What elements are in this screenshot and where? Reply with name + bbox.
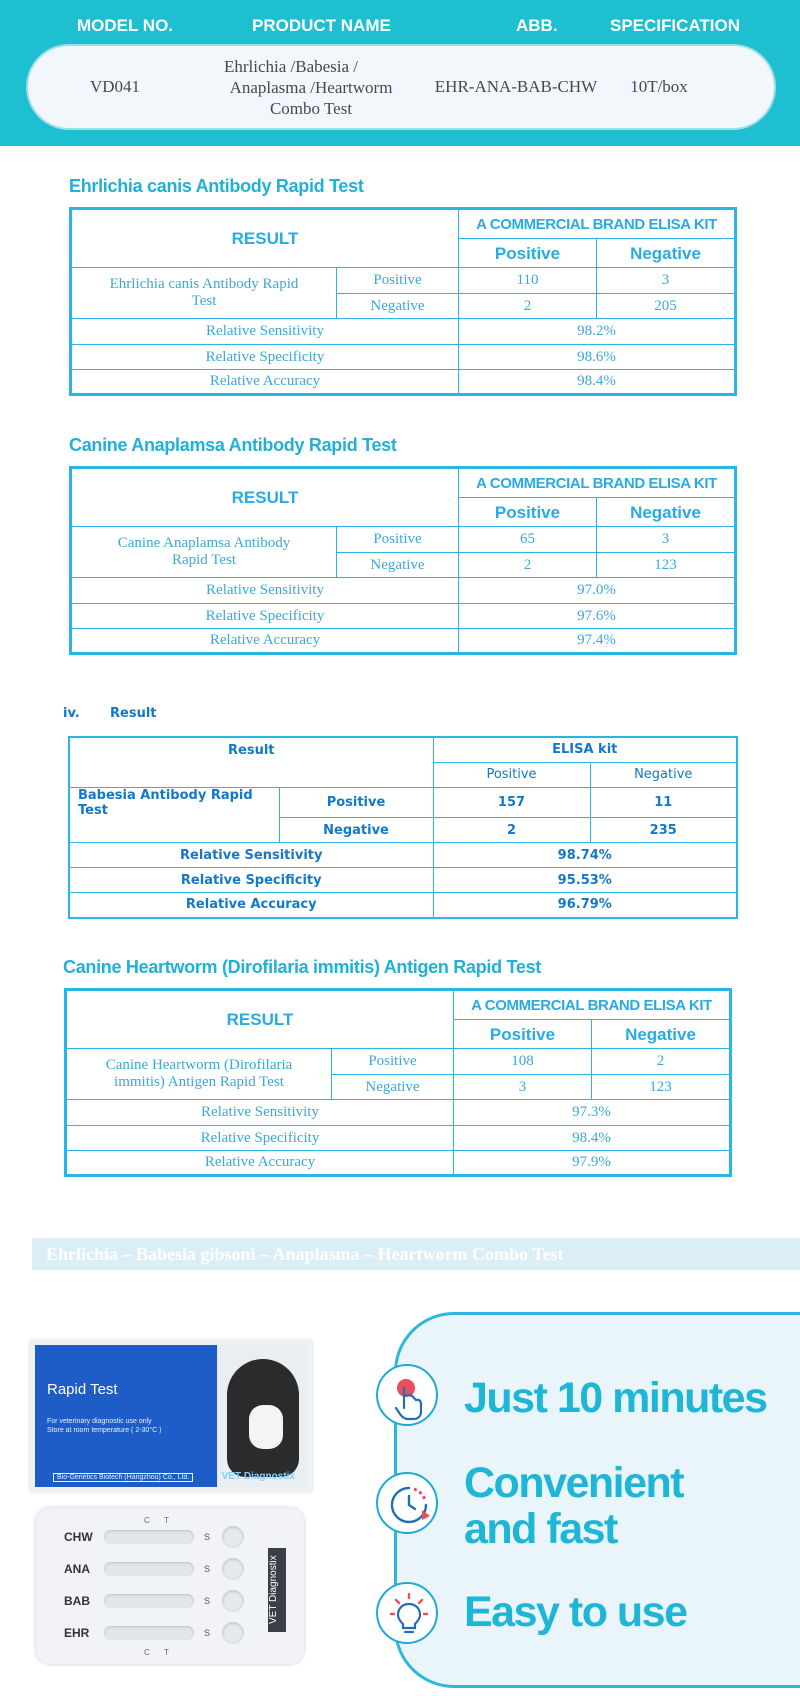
negative-col-header: Negative	[590, 762, 737, 787]
ehrlichia-result-table	[69, 207, 737, 396]
value-neg-pos: 2	[459, 553, 597, 578]
negative-col-header: Negative	[597, 498, 736, 527]
result-header: RESULT	[71, 468, 459, 527]
babesia-section-title: Result	[110, 706, 157, 721]
test-cassette-image	[36, 1508, 304, 1664]
sample-well	[222, 1558, 244, 1580]
value-pos-neg: 3	[597, 268, 736, 294]
specificity-value: 98.4%	[454, 1126, 731, 1151]
header-spec-label: SPECIFICATION	[610, 16, 741, 35]
result-header: RESULT	[66, 990, 454, 1049]
pouch-brand: VET Diagnostix	[221, 1471, 295, 1482]
specificity-label: Relative Specificity	[71, 345, 459, 370]
test-name-cell: Canine Heartworm (Dirofilaria immitis) Antigen Rapid Test	[66, 1049, 332, 1100]
banner-text: Ehrlichia – Babesia gibsoni – Anaplasma – Heartworm Combo Test	[46, 1244, 564, 1264]
header-model-label: MODEL NO.	[77, 16, 174, 35]
row-positive-label: Positive	[279, 787, 433, 818]
babesia-result-table	[68, 736, 738, 919]
sensitivity-value: 98.2%	[459, 319, 736, 345]
pouch-usage-line: For veterinary diagnostic use only	[47, 1418, 152, 1425]
value-pos-neg: 11	[590, 787, 737, 818]
value-neg-pos: 2	[459, 294, 597, 319]
dog-muzzle-shape	[249, 1405, 283, 1449]
pouch-title: Rapid Test	[47, 1381, 118, 1398]
value-neg-neg: 205	[597, 294, 736, 319]
cassette-brand: VET Diagnostix	[268, 1548, 286, 1632]
feature-label: Just 10 minutes	[464, 1374, 767, 1422]
row-positive-label: Positive	[337, 527, 459, 553]
product-name-line: Anaplasma /Heartworm	[229, 78, 393, 97]
specification: 10T/box	[630, 77, 688, 96]
accuracy-value: 98.4%	[459, 370, 736, 395]
anaplasma-result-table	[69, 466, 737, 655]
header-abb-label: ABB.	[516, 16, 558, 35]
sensitivity-value: 97.3%	[454, 1100, 731, 1126]
value-pos-pos: 65	[459, 527, 597, 553]
specificity-value: 98.6%	[459, 345, 736, 370]
lane-window	[104, 1594, 194, 1608]
accuracy-value: 96.79%	[433, 893, 737, 918]
feature-label	[464, 1460, 714, 1552]
lane-label: ANA	[64, 1562, 90, 1576]
accuracy-label: Relative Accuracy	[66, 1151, 454, 1176]
value-neg-neg: 123	[592, 1075, 731, 1100]
sample-mark: S	[204, 1628, 211, 1638]
lane-label: EHR	[64, 1626, 90, 1640]
sensitivity-label: Relative Sensitivity	[71, 319, 459, 345]
test-pouch-image	[30, 1340, 312, 1492]
heartworm-result-table	[64, 988, 732, 1177]
value-pos-neg: 3	[597, 527, 736, 553]
sample-well	[222, 1526, 244, 1548]
header-band	[0, 0, 800, 146]
sample-mark: S	[204, 1564, 211, 1574]
value-pos-pos: 110	[459, 268, 597, 294]
row-positive-label: Positive	[337, 268, 459, 294]
anaplasma-title: Canine Anaplamsa Antibody Rapid Test	[69, 435, 397, 455]
stopwatch-icon	[376, 1472, 438, 1534]
accuracy-label: Relative Accuracy	[71, 370, 459, 395]
negative-col-header: Negative	[597, 239, 736, 268]
specificity-label: Relative Specificity	[69, 868, 433, 893]
positive-col-header: Positive	[459, 498, 597, 527]
lane-label: BAB	[64, 1594, 90, 1608]
sample-mark: S	[204, 1596, 211, 1606]
header-product-label: PRODUCT NAME	[252, 16, 391, 35]
test-name-cell: Canine Anaplamsa Antibody Rapid Test	[71, 527, 337, 578]
test-name-spacer	[69, 818, 279, 843]
sensitivity-value: 98.74%	[433, 843, 737, 868]
product-name-line: Combo Test	[269, 99, 353, 118]
sample-well	[222, 1622, 244, 1644]
combo-test-banner	[32, 1238, 800, 1270]
value-pos-neg: 2	[592, 1049, 731, 1075]
abbreviation: EHR-ANA-BAB-CHW	[434, 77, 598, 96]
row-negative-label: Negative	[337, 553, 459, 578]
result-header-spacer	[69, 762, 433, 787]
accuracy-label: Relative Accuracy	[69, 893, 433, 918]
cassette-t-mark: T	[164, 1516, 169, 1525]
lane-window	[104, 1562, 194, 1576]
pouch-storage-line: Store at room temperature ( 2-30°C )	[47, 1427, 162, 1434]
cassette-c-mark: C	[144, 1648, 150, 1657]
product-name-line: Ehrlichia /Babesia /	[223, 57, 359, 76]
sensitivity-label: Relative Sensitivity	[66, 1100, 454, 1126]
heartworm-title: Canine Heartworm (Dirofilaria immitis) Antigen Rapid Test	[63, 957, 541, 977]
test-name-cell: Ehrlichia canis Antibody Rapid Test	[71, 268, 337, 319]
value-neg-neg: 235	[590, 818, 737, 843]
specificity-label: Relative Specificity	[71, 604, 459, 629]
lightbulb-icon	[376, 1582, 438, 1644]
sample-mark: S	[204, 1532, 211, 1542]
feature-label: Easy to use	[464, 1588, 687, 1636]
specificity-value: 95.53%	[433, 868, 737, 893]
row-positive-label: Positive	[332, 1049, 454, 1075]
result-header: RESULT	[71, 209, 459, 268]
cassette-c-mark: C	[144, 1516, 150, 1525]
pouch-usage	[47, 1417, 161, 1435]
value-neg-pos: 3	[454, 1075, 592, 1100]
sample-well	[222, 1590, 244, 1612]
value-pos-pos: 157	[433, 787, 590, 818]
specificity-value: 97.6%	[459, 604, 736, 629]
value-pos-pos: 108	[454, 1049, 592, 1075]
feature-label-line: Convenient and fast	[464, 1459, 684, 1553]
touch-icon	[376, 1364, 438, 1426]
cassette-t-mark: T	[164, 1648, 169, 1657]
specificity-label: Relative Specificity	[66, 1126, 454, 1151]
positive-col-header: Positive	[433, 762, 590, 787]
test-name-cell: Babesia Antibody Rapid Test	[69, 787, 279, 818]
elisa-kit-header: ELISA kit	[433, 737, 737, 762]
value-neg-neg: 123	[597, 553, 736, 578]
positive-col-header: Positive	[459, 239, 597, 268]
row-negative-label: Negative	[337, 294, 459, 319]
value-neg-pos: 2	[433, 818, 590, 843]
elisa-kit-header: A COMMERCIAL BRAND ELISA KIT	[454, 990, 731, 1020]
elisa-kit-header: A COMMERCIAL BRAND ELISA KIT	[459, 468, 736, 498]
sensitivity-label: Relative Sensitivity	[71, 578, 459, 604]
sensitivity-label: Relative Sensitivity	[69, 843, 433, 868]
lane-window	[104, 1530, 194, 1544]
lane-label: CHW	[64, 1530, 93, 1544]
accuracy-value: 97.4%	[459, 629, 736, 654]
positive-col-header: Positive	[454, 1020, 592, 1049]
row-negative-label: Negative	[279, 818, 433, 843]
accuracy-value: 97.9%	[454, 1151, 731, 1176]
accuracy-label: Relative Accuracy	[71, 629, 459, 654]
pouch-maker: Bio-Genetics Biotech (Hangzhou) Co., Ltd.	[53, 1473, 193, 1482]
result-header: Result	[69, 737, 433, 762]
model-number: VD041	[89, 77, 141, 96]
ehrlichia-title: Ehrlichia canis Antibody Rapid Test	[69, 176, 364, 196]
section-number: iv.	[63, 706, 80, 721]
product-name	[196, 56, 426, 119]
negative-col-header: Negative	[592, 1020, 731, 1049]
lane-window	[104, 1626, 194, 1640]
elisa-kit-header: A COMMERCIAL BRAND ELISA KIT	[459, 209, 736, 239]
sensitivity-value: 97.0%	[459, 578, 736, 604]
row-negative-label: Negative	[332, 1075, 454, 1100]
